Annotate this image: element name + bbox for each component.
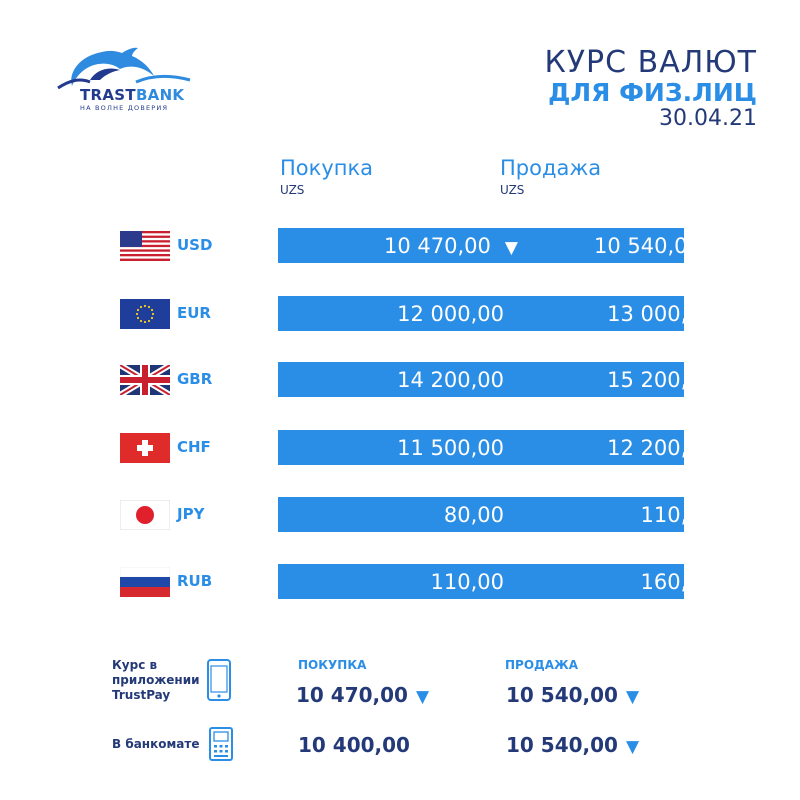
sell-value: 160,00 (640, 570, 714, 594)
footer-sell-header: ПРОДАЖА (505, 658, 578, 672)
app-label-line2: приложении (112, 673, 200, 687)
dolphin-icon (50, 42, 200, 90)
rate-row-usd (0, 228, 800, 268)
atm-buy-rate (298, 733, 418, 757)
sell-rate (578, 234, 728, 258)
down-arrow-icon: ▼ (504, 238, 518, 258)
atm-buy-value: 10 400,00 (298, 733, 410, 757)
sell-rate (578, 368, 728, 392)
currency-code: EUR (177, 304, 211, 322)
smartphone-icon (206, 658, 232, 706)
buy-rate (368, 368, 518, 392)
rate-row-gbr (0, 362, 800, 402)
sell-rate (578, 302, 728, 326)
buy-value: 80,00 (443, 503, 504, 527)
page-subtitle: ДЛЯ ФИЗ.ЛИЦ (548, 78, 757, 107)
buy-value: 110,00 (430, 570, 504, 594)
buy-value: 12 000,00 (397, 302, 504, 326)
sell-rate (578, 436, 728, 460)
sell-column-header: Продажа (500, 156, 602, 180)
logo-text-trast: TRAST (80, 86, 136, 104)
app-sell-value: 10 540,00 (506, 683, 618, 707)
down-arrow-icon: ▼ (415, 687, 430, 707)
buy-rate (368, 302, 518, 326)
usa-flag-icon (120, 231, 170, 261)
buy-value: 14 200,00 (397, 368, 504, 392)
down-arrow-icon: ▼ (714, 238, 728, 258)
buy-column-unit: UZS (280, 183, 305, 197)
rate-date: 30.04.21 (659, 106, 757, 131)
down-arrow-icon: ▼ (625, 737, 640, 757)
app-rate-label (112, 658, 200, 703)
buy-rate (368, 570, 518, 594)
sell-rate (578, 570, 728, 594)
buy-value: 10 470,00 (384, 234, 491, 258)
atm-sell-value: 10 540,00 (506, 733, 618, 757)
sell-value: 13 000,00 (607, 302, 714, 326)
swiss-flag-icon (120, 433, 170, 463)
eu-flag-icon (120, 299, 170, 329)
rate-row-jpy (0, 497, 800, 537)
japan-flag-icon (120, 500, 170, 530)
page-title: КУРС ВАЛЮТ (544, 45, 757, 80)
buy-value: 11 500,00 (397, 436, 504, 460)
app-label-line1: Курс в (112, 658, 158, 672)
logo-tagline: НА ВОЛНЕ ДОВЕРИЯ (80, 104, 169, 112)
sell-value: 110,00 (640, 503, 714, 527)
sell-column-unit: UZS (500, 183, 525, 197)
currency-code: USD (177, 236, 213, 254)
buy-rate (368, 503, 518, 527)
logo-text-bank: BANK (135, 86, 185, 104)
sell-value: 10 540,00 (594, 234, 701, 258)
sell-value: 12 200,00 (607, 436, 714, 460)
currency-code: CHF (177, 438, 211, 456)
sell-value: 15 200,00 (607, 368, 714, 392)
app-label-line3: TrustPay (112, 688, 171, 702)
app-buy-rate (296, 683, 429, 707)
uk-flag-icon (120, 365, 170, 395)
buy-column-header: Покупка (280, 156, 374, 180)
rate-row-chf (0, 430, 800, 470)
rate-row-rub (0, 564, 800, 604)
atm-sell-rate (506, 733, 639, 757)
atm-icon (208, 726, 234, 766)
sell-rate (578, 503, 728, 527)
currency-code: RUB (177, 572, 213, 590)
rate-row-eur (0, 296, 800, 336)
atm-rate-label: В банкомате (112, 737, 200, 751)
down-arrow-icon: ▼ (625, 687, 640, 707)
app-buy-value: 10 470,00 (296, 683, 408, 707)
russia-flag-icon (120, 567, 170, 597)
bank-logo (50, 42, 200, 117)
buy-rate (368, 234, 518, 258)
footer-buy-header: ПОКУПКА (298, 658, 367, 672)
app-sell-rate (506, 683, 639, 707)
buy-rate (368, 436, 518, 460)
currency-code: JPY (177, 505, 205, 523)
currency-code: GBR (177, 370, 213, 388)
logo-wordmark (80, 86, 184, 104)
